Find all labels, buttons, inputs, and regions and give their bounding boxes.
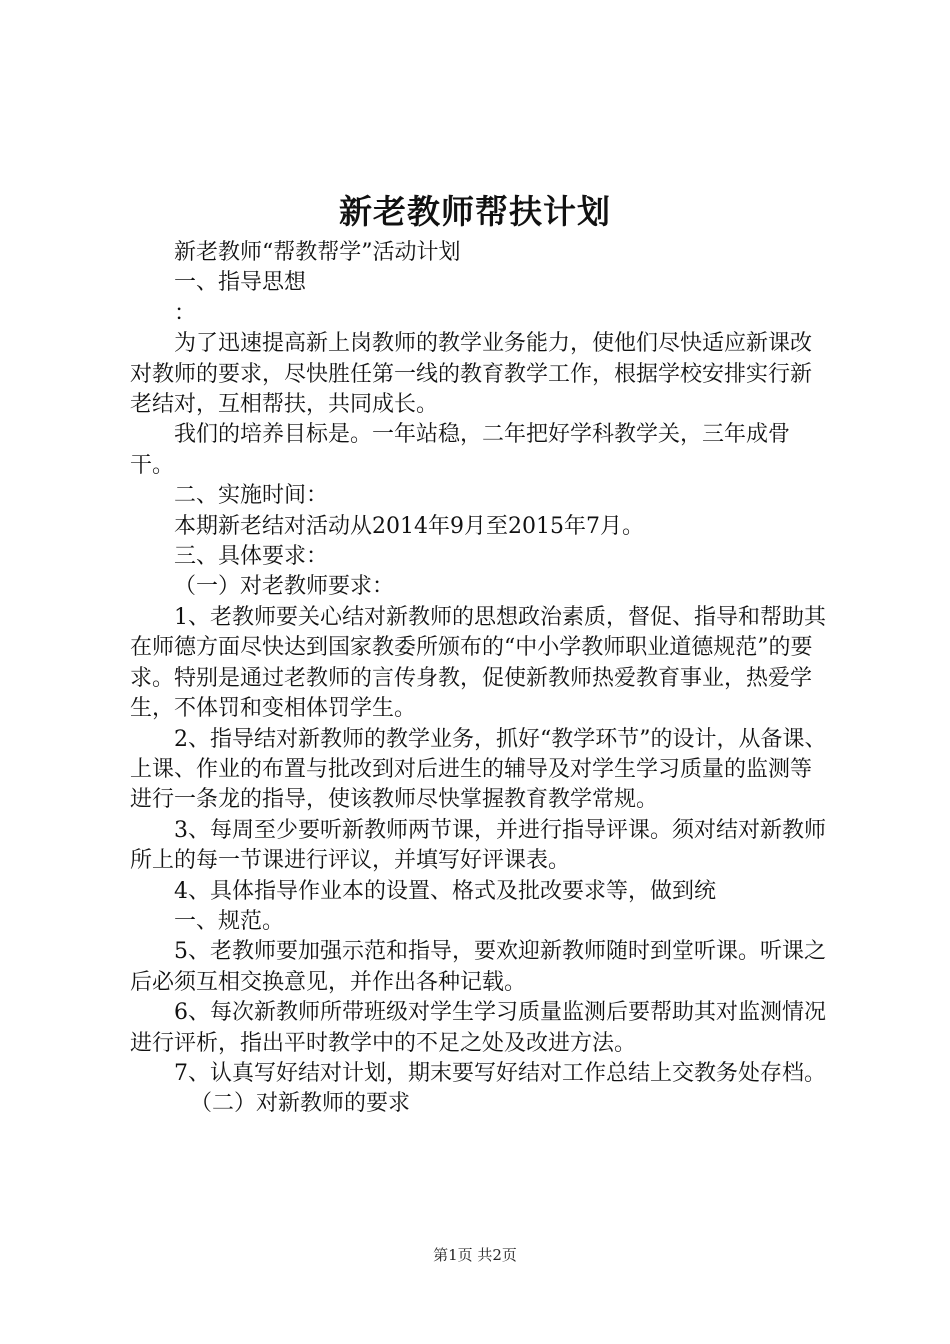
paragraph-item-6: 6、每次新教师所带班级对学生学习质量监测后要帮助其对监测情况进行评析，指出平时教学中的不足之处及改进方法。 bbox=[130, 1000, 826, 1056]
paragraph-colon: ： bbox=[174, 300, 197, 326]
paragraph-subheading-senior-teachers: （一）对老教师要求： bbox=[174, 574, 395, 600]
paragraph-item-7: 7、认真写好结对计划，期末要写好结对工作总结上交教务处存档。 bbox=[174, 1060, 826, 1086]
paragraph-item-4: 4、具体指导作业本的设置、格式及批改要求等，做到统 bbox=[174, 878, 716, 904]
document-title: 新老教师帮扶计划 bbox=[339, 192, 611, 231]
paragraph-item-1: 1、老教师要关心结对新教师的思想政治素质，督促、指导和帮助其在师德方面尽快达到国家教委所颁布的“中小学教师职业道德规范”的要求。特别是通过老教师的言传身教，促使新教师热爱教育事业，热爱学生，不体罚和变相体罚学生。 bbox=[130, 604, 826, 722]
paragraph-item-5: 5、老教师要加强示范和指导，要欢迎新教师随时到堂听课。听课之后必须互相交换意见，并作出各种记载。 bbox=[130, 939, 826, 995]
paragraph-heading-schedule: 二、实施时间： bbox=[174, 483, 329, 509]
paragraph: 本期新老结对活动从2014年9月至2015年7月。 bbox=[174, 513, 644, 539]
paragraph: 为了迅速提高新上岗教师的教学业务能力，使他们尽快适应新课改对教师的要求，尽快胜任第一线的教育教学工作，根据学校安排实行新老结对，互相帮扶，共同成长。 bbox=[130, 331, 813, 418]
paragraph: 我们的培养目标是。一年站稳，二年把好学科教学关，三年成骨干。 bbox=[130, 422, 791, 478]
page-footer: 第1页 共2页 bbox=[433, 1246, 517, 1264]
paragraph-subtitle: 新老教师“帮教帮学”活动计划 bbox=[174, 240, 461, 265]
paragraph-heading-guiding-ideology: 一、指导思想 bbox=[174, 270, 307, 296]
paragraph-item-4-continued: 一、规范。 bbox=[174, 908, 285, 934]
paragraph-item-2: 2、指导结对新教师的教学业务，抓好“教学环节”的设计，从备课、上课、作业的布置与批改到对后进生的辅导及对学生学习质量的监测等进行一条龙的指导，使该教师尽快掌握教育教学常规。 bbox=[130, 726, 827, 813]
document-body bbox=[130, 238, 830, 1120]
paragraph-heading-requirements: 三、具体要求： bbox=[174, 544, 329, 570]
paragraph-subheading-new-teachers: （二）对新教师的要求 bbox=[190, 1091, 411, 1117]
paragraph-item-3: 3、每周至少要听新教师两节课，并进行指导评课。须对结对新教师所上的每一节课进行评议，并填写好评课表。 bbox=[130, 817, 826, 874]
